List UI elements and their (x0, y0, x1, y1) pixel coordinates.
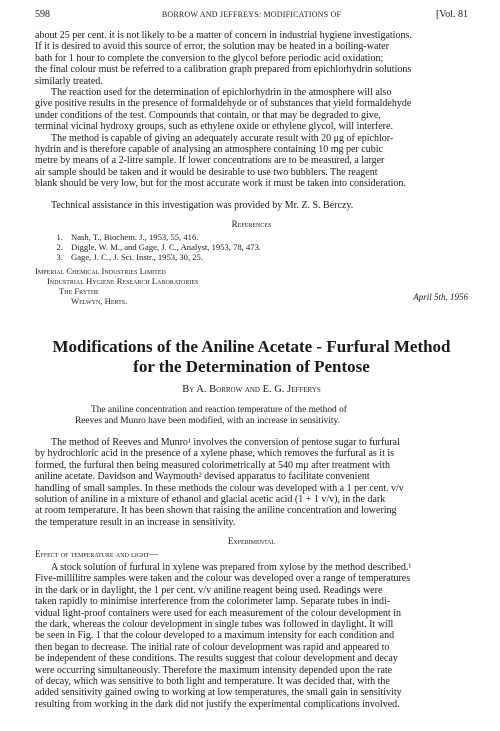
acknowledgement (35, 200, 468, 211)
text-line: The aniline concentration and reaction temperature of the method of (91, 405, 347, 415)
text-line: metre by means of a 2-litre sample. If lower concentrations are to be measured, a larger (35, 155, 385, 167)
experimental-paragraph (35, 562, 468, 710)
text-line: at room temperature. It has been shown that raising the aniline concentration and lowering (35, 505, 397, 517)
text-line: similarly treated. (35, 75, 103, 87)
text-line: Reeves and Munro have been modified, with an increase in sensitivity. (75, 416, 340, 426)
text-line: formed, the furfural then being measured colorimetrically at 540 mμ after treatment with (35, 459, 390, 471)
text-line: be independent of these conditions. The results suggest that colour development and decay (35, 653, 398, 665)
text-line: terminal vicinal hydroxy groups, such as ethylene oxide or ethylene glycol, will interfere. (35, 121, 393, 133)
paragraph-capability (35, 133, 468, 190)
references-heading: References (231, 219, 272, 229)
text-line: A stock solution of furfural in xylene was prepared from xylose by the method described.¹ (51, 562, 412, 573)
subsection-heading: Effect of temperature and light— (35, 549, 159, 559)
text-line: taken rapidly to minimise interference from the colorimeter lamp. Separate tubes in indi- (35, 596, 391, 608)
text-line: then began to decrease. The initial rate of colour development was rapid and appeared to (35, 641, 390, 653)
text-line: blank should be very low, but for the most accurate work it must be taken into consideration. (35, 178, 406, 190)
previous-article-tail (35, 30, 468, 190)
reference-list (35, 232, 468, 262)
affiliation-line: Welwyn, Herts. (71, 296, 128, 306)
text-line: the temperature result in an increase in sensitivity. (35, 516, 236, 528)
section-heading: Experimental (227, 536, 276, 546)
text-line: the final colour must be referred to a calibration graph prepared from epichlorhydrin solutions (35, 64, 412, 76)
text-line: by hydrochloric acid in the presence of a xylene phase, which removes the furfural as it is (35, 448, 395, 460)
abstract (35, 405, 468, 427)
affiliation-line: Imperial Chemical Industries Limited (35, 266, 166, 276)
text-line: be seen in Fig. 1 that the colour developed to a maximum intensity for each condition and (35, 630, 395, 642)
text-line: The method of Reeves and Munro¹ involves the conversion of pentose sugar to furfural (51, 437, 400, 448)
text-line: resulting from working in the dark did not justify the experimental complications involved. (35, 698, 400, 710)
text-line: vidual light-proof containers were used for each measurement of the colour development in (35, 607, 401, 619)
text-line: under conditions of the test. Compounds that contain, or that may be degraded to give, (35, 109, 381, 121)
text-line: added sensitivity gained owing to working at low temperatures, the small gain in sensitivity (35, 687, 402, 699)
text-line: hydrin and is therefore capable of analysing an atmosphere containing 10 mg per cubic (35, 144, 383, 156)
running-header (35, 9, 468, 23)
introduction (35, 437, 468, 528)
affiliation-line: The Frythe (59, 286, 99, 296)
text-line: handling of small samples. In these methods the colour was developed with a 1 per cent. v/v (35, 482, 404, 494)
page-number: 598 (35, 9, 50, 20)
paragraph-conversion (35, 30, 468, 87)
reference-item: 2. Diggle, W. M., and Gage, J. C., Analyst, 1953, 78, 473. (56, 242, 262, 253)
text-line: The method is capable of giving an adequately accurate result with 20 μg of epichlor- (51, 132, 394, 144)
received-date: April 5th, 1956 (413, 292, 468, 302)
text-line: Five-millilitre samples were taken and the colour was developed over a range of temperatures (35, 573, 411, 585)
reference-item: 1. Nash, T., Biochem. J., 1953, 55, 416. (56, 232, 199, 243)
text-line: aniline acetate. Davidson and Waymouth² devised apparatus to facilitate convenient (35, 471, 370, 483)
volume-label: [Vol. 81 (435, 9, 468, 20)
paragraph-interference (35, 87, 468, 133)
text-line: about 25 per cent. it is not likely to be a matter of concern in industrial hygiene investigations. (35, 30, 412, 41)
article-title (35, 337, 468, 377)
affiliation-line: Industrial Hygiene Research Laboratories (47, 276, 199, 286)
text-line: If it is desired to avoid this source of error, the solution may be heated in a boiling-water (35, 41, 389, 53)
title-line: for the Determination of Pentose (133, 357, 370, 376)
text-line: the dark, whereas the colour development in single tubes was followed in daylight. It will (35, 619, 394, 631)
text-line: of decay, which was sensitive to both light and temperature. It was decided that, with the (35, 676, 390, 688)
running-title: BORROW AND JEFFREYS: MODIFICATIONS OF (161, 10, 342, 19)
text-line: air sample should be taken and it would be desirable to use two bubblers. The reagent (35, 166, 378, 178)
acknowledgement-text: Technical assistance in this investigation was provided by Mr. Z. S. Berczy. (51, 200, 354, 211)
references-section (35, 219, 468, 262)
byline: By A. Borrow and E. G. Jefferys (182, 384, 321, 395)
text-line: give positive results in the presence of formaldehyde or of substances that yield formaldehyde (35, 98, 412, 110)
title-line: Modifications of the Aniline Acetate - Furfural Method (52, 337, 451, 356)
reference-item: 3. Gage, J. C., J. Sci. Instr., 1953, 30, 25. (56, 252, 204, 263)
text-line: The reaction used for the determination of epichlorhydrin in the atmosphere will also (51, 87, 392, 99)
text-line: in the dark or in daylight, the 1 per cent. v/v aniline reagent being used. Readings were (35, 584, 383, 596)
text-line: were occurring simultaneously. Therefore the maximum intensity depended upon the rate (35, 664, 393, 676)
text-line: solution of aniline in a mixture of ethanol and glacial acetic acid (1 + 1 v/v), in the dark (35, 494, 386, 506)
text-line: bath for 1 hour to complete the conversion to the glycol before periodic acid oxidation; (35, 52, 384, 64)
